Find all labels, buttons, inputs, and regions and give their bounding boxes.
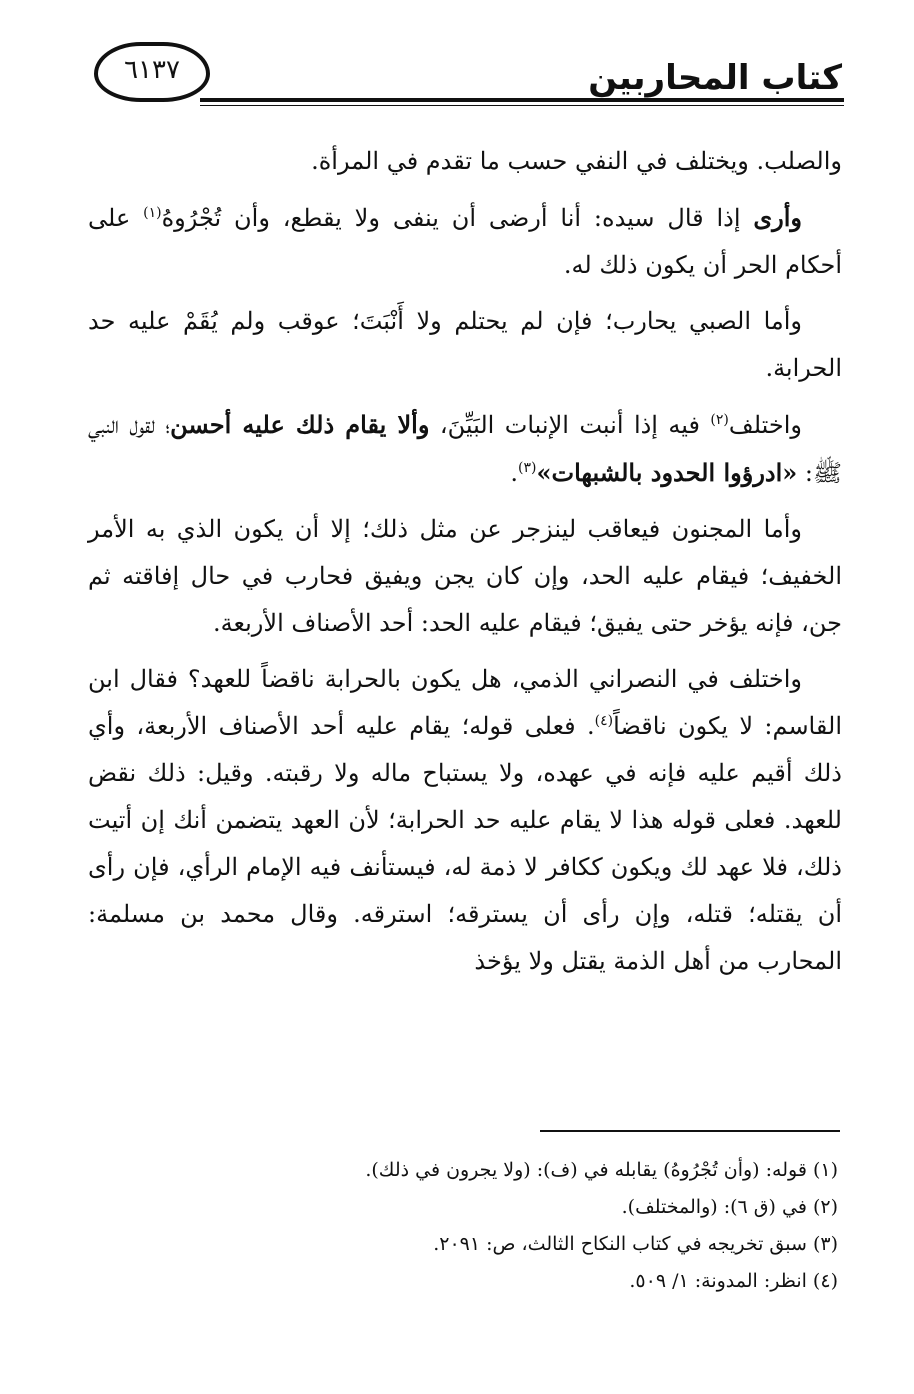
hadith-quote: «ادرؤوا الحدود بالشبهات»	[536, 458, 798, 487]
paragraph-5	[88, 506, 842, 647]
footnote-ref-3[interactable]: (٣)	[518, 460, 537, 476]
page-header	[0, 0, 914, 120]
header-rule-thin	[200, 105, 844, 106]
book-title: كتاب المحاربين	[588, 58, 842, 98]
paragraph-6	[88, 656, 842, 985]
paragraph-6-text-b: . فعلى قوله؛ يقام عليه أحد الأصناف الأربعة، وأي ذلك أقيم عليه فإنه في عهده، ولا يستباح ماله ولا رقبته. وقيل: ذلك نقض للعهد. فعلى قوله هذا لا يقام عليه حد الحرابة؛ لأن العهد يتضمن أنك إن أتيت ذلك، فلا عهد لك ويكون ككافر لا ذمة له، فيستأنف فيه الإمام الرأي، فإن رأى أن يقتله؛ قتله، وإن رأى أن يسترقه؛ استرقه. وقال محمد بن مسلمة: المحارب من أهل الذمة يقتل ولا يؤخذ	[88, 712, 842, 975]
paragraph-1	[88, 138, 842, 185]
paragraph-4-text-d: .	[510, 459, 519, 487]
paragraph-2-text-a: إذا قال سيده: أنا أرضى أن ينفى ولا يقطع، وأن تُجْرُوهُ	[161, 204, 754, 232]
paragraph-3	[88, 298, 842, 392]
footnote-ref-1[interactable]: (١)	[143, 205, 162, 221]
paragraph-4-text-a: واختلف	[728, 411, 802, 439]
footnote-3: (٣) سبق تخريجه في كتاب النكاح الثالث، ص: ٢٠٩١.	[433, 1233, 838, 1255]
paragraph-6-text-a: واختلف في النصراني الذمي، هل يكون بالحرابة ناقضاً للعهد؟ فقال ابن القاسم: لا يكون ناقضاً	[88, 665, 842, 740]
paragraph-5-text: وأما المجنون فيعاقب لينزجر عن مثل ذلك؛ إلا أن يكون الذي به الأمر الخفيف؛ فيقام عليه الحد، وإن كان يجن ويفيق فحارب في حال إفاقته ثم جن، فإنه يؤخر حتى يفيق؛ فيقام عليه الحد: أحد الأصناف الأربعة.	[88, 515, 842, 637]
footnote-ref-4[interactable]: (٤)	[594, 713, 614, 729]
paragraph-4-text-b: فيه إذا أنبت الإنبات البَيِّنَ،	[429, 411, 711, 439]
paragraph-4-bold-ruling: وألا يقام ذلك عليه أحسن	[170, 410, 430, 439]
page-number: ٦١٣٧	[124, 55, 180, 85]
footnote-ref-2[interactable]: (٢)	[710, 412, 729, 428]
footnote-1: (١) قوله: (وأن تُجْرُوهُ) يقابله في (ف): (ولا يجرون في ذلك).	[365, 1159, 838, 1181]
paragraph-1-text: والصلب. ويختلف في النفي حسب ما تقدم في المرأة.	[311, 147, 842, 175]
paragraph-2-text-b: على أحكام الحر أن يكون ذلك له.	[88, 204, 842, 279]
footnote-4: (٤) انظر: المدونة: ١/ ٥٠٩.	[629, 1270, 838, 1292]
footnote-separator	[540, 1130, 840, 1132]
paragraph-2-lead: وأرى	[753, 203, 802, 232]
footnote-2: (٢) في (ق ٦): (والمختلف).	[621, 1196, 838, 1218]
header-rule	[200, 98, 844, 102]
main-text	[88, 138, 842, 994]
paragraph-4	[88, 401, 842, 497]
paragraph-2	[88, 194, 842, 289]
footnotes	[300, 1152, 838, 1300]
paragraph-4-text-c: ؛ لقول النبي ﷺ:	[88, 411, 842, 487]
paragraph-3-text: وأما الصبي يحارب؛ فإن لم يحتلم ولا أَنْبَتَ؛ عوقب ولم يُقَمْ عليه حد الحرابة.	[88, 307, 842, 382]
